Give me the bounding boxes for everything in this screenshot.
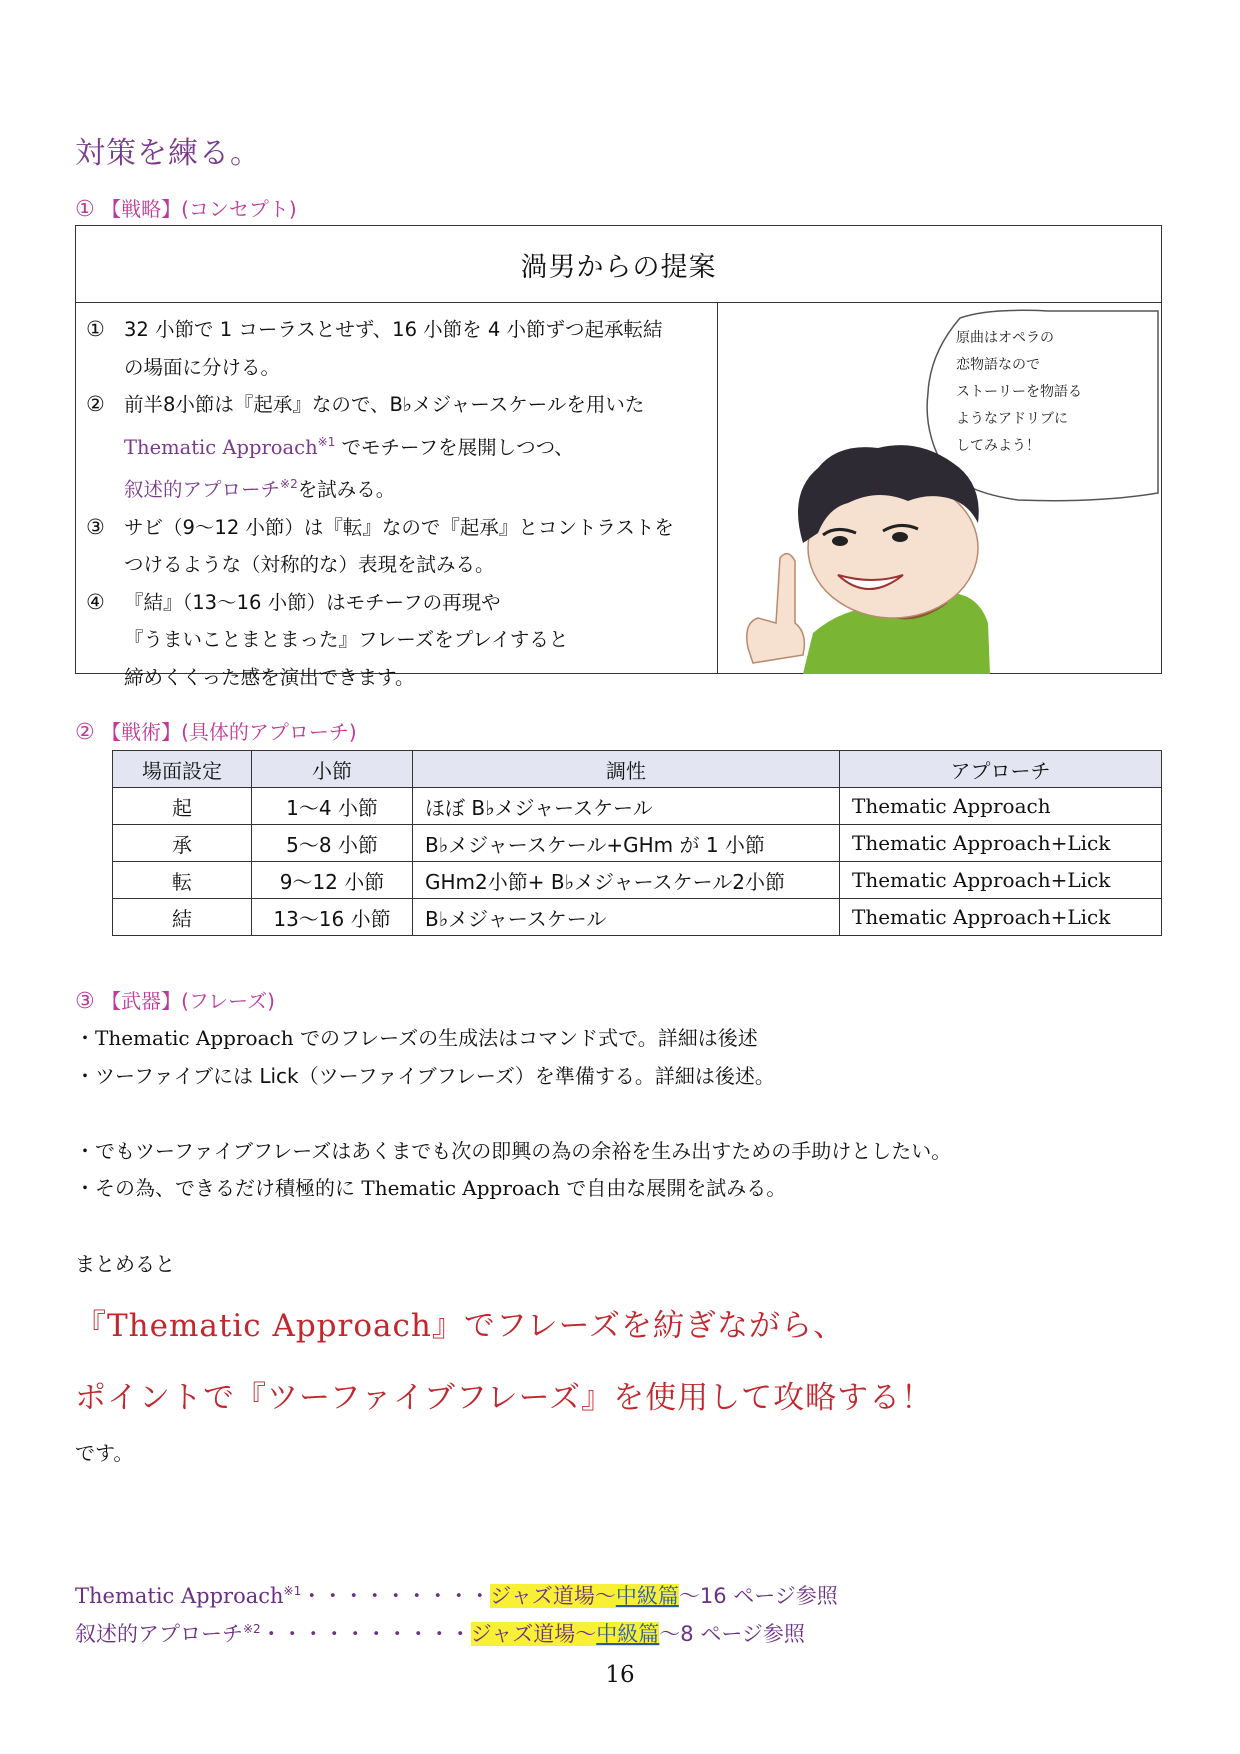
table-row: 承 5〜8 小節 B♭メジャースケール+GHm が 1 小節 Thematic Approach+Lick bbox=[113, 825, 1162, 862]
pointing-hand bbox=[747, 554, 805, 663]
bullet-line: ・Thematic Approach でのフレーズの生成法はコマンド式で。詳細は後述 bbox=[75, 1026, 758, 1050]
bullet-line: ・でもツーファイブフレーズはあくまでも次の即興の為の余裕を生み出すための手助けとしたい。 bbox=[75, 1139, 952, 1163]
proposal-list bbox=[76, 303, 718, 689]
speech-text: 原曲はオペラの 恋物語なので ストーリーを物語る ようなアドリブに してみよう！ bbox=[956, 330, 1082, 454]
table-row: 結 13〜16 小節 B♭メジャースケール Thematic Approach+Lick bbox=[113, 899, 1162, 936]
summary-line-1: 『Thematic Approach』でフレーズを紡ぎながら、 bbox=[75, 1308, 846, 1344]
section-heading-strategy bbox=[75, 193, 297, 222]
bullet-line: ・ツーファイブには Lick（ツーファイブフレーズ）を準備する。詳細は後述。 bbox=[75, 1064, 775, 1088]
table-row: 起 1〜4 小節 ほぼ B♭メジャースケール Thematic Approach bbox=[113, 788, 1162, 825]
proposal-heading: 渦男からの提案 bbox=[76, 226, 1161, 303]
proposal-item: ② 前半8小節は『起承』なので、B♭メジャースケールを用いた Thematic Approach$^{※1}$ でモチーフを展開しつつ、 叙述的アプローチ$^{※2}$を試みる。 bbox=[86, 392, 645, 501]
section-label: 【戦略】 bbox=[101, 197, 182, 221]
narrative-approach-term: 叙述的アプローチ bbox=[124, 478, 281, 501]
section-sub: (コンセプト) bbox=[181, 197, 297, 221]
footnote: Thematic Approach$^{※1}$・・・・・・・・・ジャズ道場〜中級篇〜16 ページ参照 bbox=[75, 1584, 838, 1608]
footnote: 叙述的アプローチ$^{※2}$・・・・・・・・・・ジャズ道場〜中級篇〜8 ページ参照 bbox=[75, 1622, 805, 1646]
summary-end: です。 bbox=[75, 1441, 134, 1465]
footnote-link[interactable]: 中級篇 bbox=[596, 1622, 660, 1646]
footnote-link[interactable]: 中級篇 bbox=[615, 1584, 679, 1608]
proposal-item: ③ サビ（9〜12 小節）は『転』なので『起承』とコントラストを つけるような（対称的な）表現を試みる。 bbox=[86, 514, 674, 576]
proposal-item: ① 32 小節で 1 コーラスとせず、16 小節を 4 小節ずつ起承転結 の場面に分ける。 bbox=[86, 317, 663, 379]
left-eye bbox=[832, 536, 848, 546]
section-heading-weapons: ③ 【武器】(フレーズ) bbox=[75, 989, 275, 1014]
illustration-panel bbox=[718, 303, 1161, 674]
table-row: 転 9〜12 小節 GHm2小節+ B♭メジャースケール2小節 Thematic Approach+Lick bbox=[113, 862, 1162, 899]
proposal-item: ④ 『結』（13〜16 小節）はモチーフの再現や 『うまいことまとまった』フレーズをプレイすると 締めくくった感を演出できます。 bbox=[86, 589, 569, 689]
summary-line-2: ポイントで『ツーファイブフレーズ』を使用して攻略する！ bbox=[75, 1380, 934, 1416]
page-number: 16 bbox=[605, 1662, 635, 1688]
page-title: 対策を練る。 bbox=[75, 136, 261, 171]
right-eye bbox=[892, 532, 908, 542]
character-illustration bbox=[718, 303, 1161, 674]
table-header-row: 場面設定 小節 調性 アプローチ bbox=[113, 751, 1162, 788]
tactics-table bbox=[112, 750, 1162, 936]
proposal-box bbox=[75, 225, 1162, 689]
thematic-approach-term: Thematic Approach bbox=[124, 435, 318, 459]
section-number: ① bbox=[75, 197, 95, 222]
summary-lead: まとめると bbox=[75, 1252, 175, 1276]
section-heading-tactics: ② 【戦術】(具体的アプローチ) bbox=[75, 720, 357, 745]
bullet-line: ・その為、できるだけ積極的に Thematic Approach で自由な展開を試みる。 bbox=[75, 1176, 787, 1200]
